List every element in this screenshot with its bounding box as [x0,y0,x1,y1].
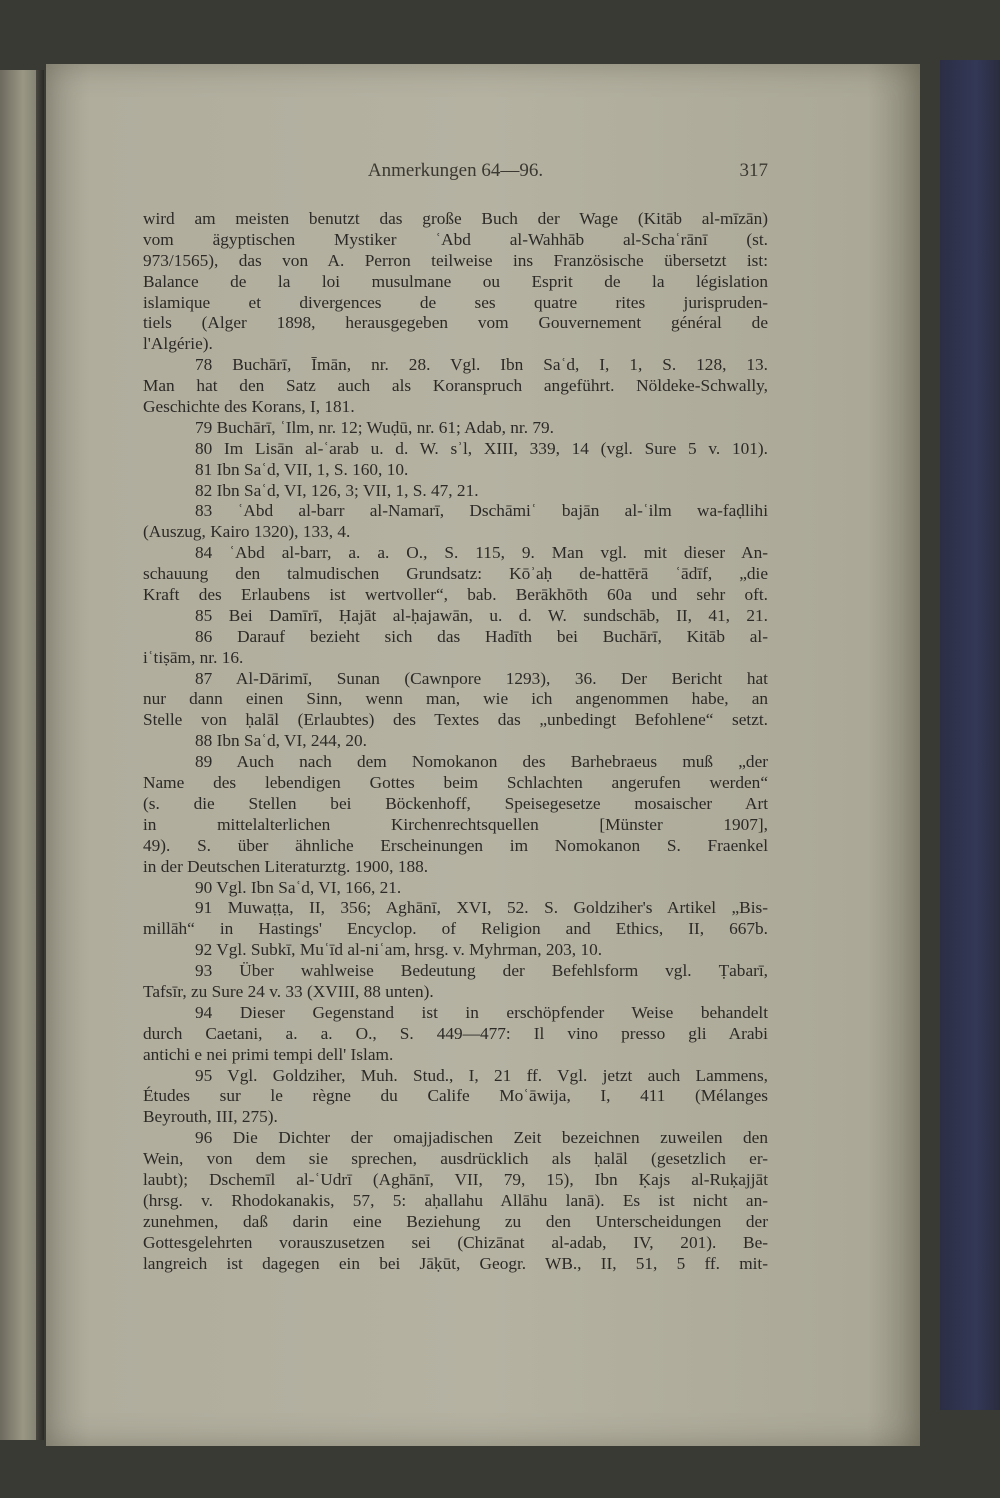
text-line: langreich ist dagegen ein bei Jāḳūt, Geogr. WB., II, 51, 5 ff. mit- [143,1253,768,1273]
book-cover [940,60,1000,1410]
text-line: 85 Bei Damīrī, Ḥajāt al-ḥajawān, u. d. W. sundschāb, II, 41, 21. [195,605,768,625]
text-line: Man hat den Satz auch als Koranspruch angeführt. Nöldeke-Schwally, [143,376,768,396]
text-line: iʿtiṣām, nr. 16. [143,647,244,667]
text-line: Tafsīr, zu Sure 24 v. 33 (XVIII, 88 unten). [143,981,434,1001]
text-line: in der Deutschen Literaturztg. 1900, 188. [143,856,429,876]
text-line: 78 Buchārī, Īmān, nr. 28. Vgl. Ibn Saʿd, I, 1, S. 128, 13. [195,355,768,375]
text-line: durch Caetani, a. a. O., S. 449—477: Il vino presso gli Arabi [143,1023,768,1043]
text-line: 82 Ibn Saʿd, VI, 126, 3; VII, 1, S. 47, 21. [195,480,479,500]
text-line: millāh“ in Hastings' Encyclop. of Religion and Ethics, II, 667b. [143,919,768,939]
text-line: 92 Vgl. Subkī, Muʿīd al-niʿam, hrsg. v. Myhrman, 203, 10. [195,940,603,960]
page-number: 317 [739,160,768,181]
text-line: 80 Im Lisān al-ʿarab u. d. W. sʾl, XIII, 339, 14 (vgl. Sure 5 v. 101). [195,438,768,458]
text-line: 95 Vgl. Goldziher, Muh. Stud., I, 21 ff. Vgl. jetzt auch Lammens, [195,1065,768,1085]
text-line: (s. die Stellen bei Böckenhoff, Speisegesetze mosaischer Art [143,793,768,813]
text-line: 49). S. über ähnliche Erscheinungen im Nomokanon S. Fraenkel [143,835,768,855]
text-line: in mittelalterlichen Kirchenrechtsquellen [Münster 1907], [143,814,768,834]
text-line: islamique et divergences de ses quatre rites jurispruden- [143,292,768,312]
running-header [143,160,768,186]
text-line: Beyrouth, III, 275). [143,1107,278,1127]
text-line: 973/1565), das von A. Perron teilweise ins Französische übersetzt ist: [143,250,768,270]
text-line: laubt); Dschemīl al-ʿUdrī (Aghānī, VII, 79, 15), Ibn Ḳajs al-Ruḳajjāt [143,1169,768,1189]
text-line: Stelle von ḥalāl (Erlaubtes) des Textes das „unbedingt Befohlene“ setzt. [143,710,768,730]
text-line: schauung den talmudischen Grundsatz: Kōʾaḥ de-hattērā ʿādīf, „die [143,564,768,584]
text-line: 93 Über wahlweise Bedeutung der Befehlsform vgl. Ṭabarī, [195,961,768,981]
text-line: vom ägyptischen Mystiker ʿAbd al-Wahhāb al-Schaʿrānī (st. [143,229,768,249]
text-line: 88 Ibn Saʿd, VI, 244, 20. [195,731,368,751]
text-line: 91 Muwaṭṭa, II, 356; Aghānī, XVI, 52. S. Goldziher's Artikel „Bis- [195,898,768,918]
text-line: Wein, von dem sie sprechen, ausdrücklich als ḥalāl (gesetzlich er- [143,1149,768,1169]
running-title: Anmerkungen 64—96. [367,160,544,181]
text-line: Gottesgelehrten vorauszusetzen sei (Chizānat al-adab, IV, 201). Be- [143,1232,768,1252]
text-line: 90 Vgl. Ibn Saʿd, VI, 166, 21. [195,877,402,897]
text-line: 87 Al-Dārimī, Sunan (Cawnpore 1293), 36. Der Bericht hat [195,668,768,688]
text-line: 84 ʿAbd al-barr, a. a. O., S. 115, 9. Man vgl. mit dieser An- [195,543,768,563]
text-line: 83 ʿAbd al-barr al-Namarī, Dschāmiʿ bajān al-ʿilm wa-faḍlihi [195,501,768,521]
book-gutter [36,70,44,1440]
text-line: 96 Die Dichter der omajjadischen Zeit bezeichnen zuweilen den [195,1128,768,1148]
text-line: Kraft des Erlaubens ist wertvoller“, bab. Berākhōth 60a und sehr oft. [143,585,768,605]
text-line: Études sur le règne du Calife Moʿāwija, I, 411 (Mélanges [143,1086,768,1106]
text-line: 81 Ibn Saʿd, VII, 1, S. 160, 10. [195,459,409,479]
text-line: (hrsg. v. Rhodokanakis, 57, 5: aḥallahu Allāhu lanā). Es ist nicht an- [143,1190,768,1210]
footnotes-text [143,209,768,1274]
text-line: antichi e nei primi tempi dell' Islam. [143,1044,394,1064]
text-line: 94 Dieser Gegenstand ist in erschöpfender Weise behandelt [195,1002,768,1022]
text-line: nur dann einen Sinn, wenn man, wie ich angenommen habe, an [143,689,768,709]
text-line: Name des lebendigen Gottes beim Schlachten angerufen werden“ [143,773,768,793]
text-line: 79 Buchārī, ʿIlm, nr. 12; Wuḍū, nr. 61; Adab, nr. 79. [195,417,554,437]
text-line: Geschichte des Korans, I, 181. [143,397,355,417]
text-line: l'Algérie). [143,334,213,354]
text-line: tiels (Alger 1898, herausgegeben vom Gouvernement général de [143,313,768,333]
text-line: Balance de la loi musulmane ou Esprit de la législation [143,271,768,291]
text-line: zunehmen, daß darin eine Beziehung zu den Unterscheidungen der [143,1211,768,1231]
text-line: 89 Auch nach dem Nomokanon des Barhebraeus muß „der [195,752,768,772]
text-line: 86 Darauf bezieht sich das Hadīth bei Buchārī, Kitāb al- [195,626,768,646]
text-line: (Auszug, Kairo 1320), 133, 4. [143,522,351,542]
text-line: wird am meisten benutzt das große Buch der Wage (Kitāb al-mīzān) [143,209,768,228]
